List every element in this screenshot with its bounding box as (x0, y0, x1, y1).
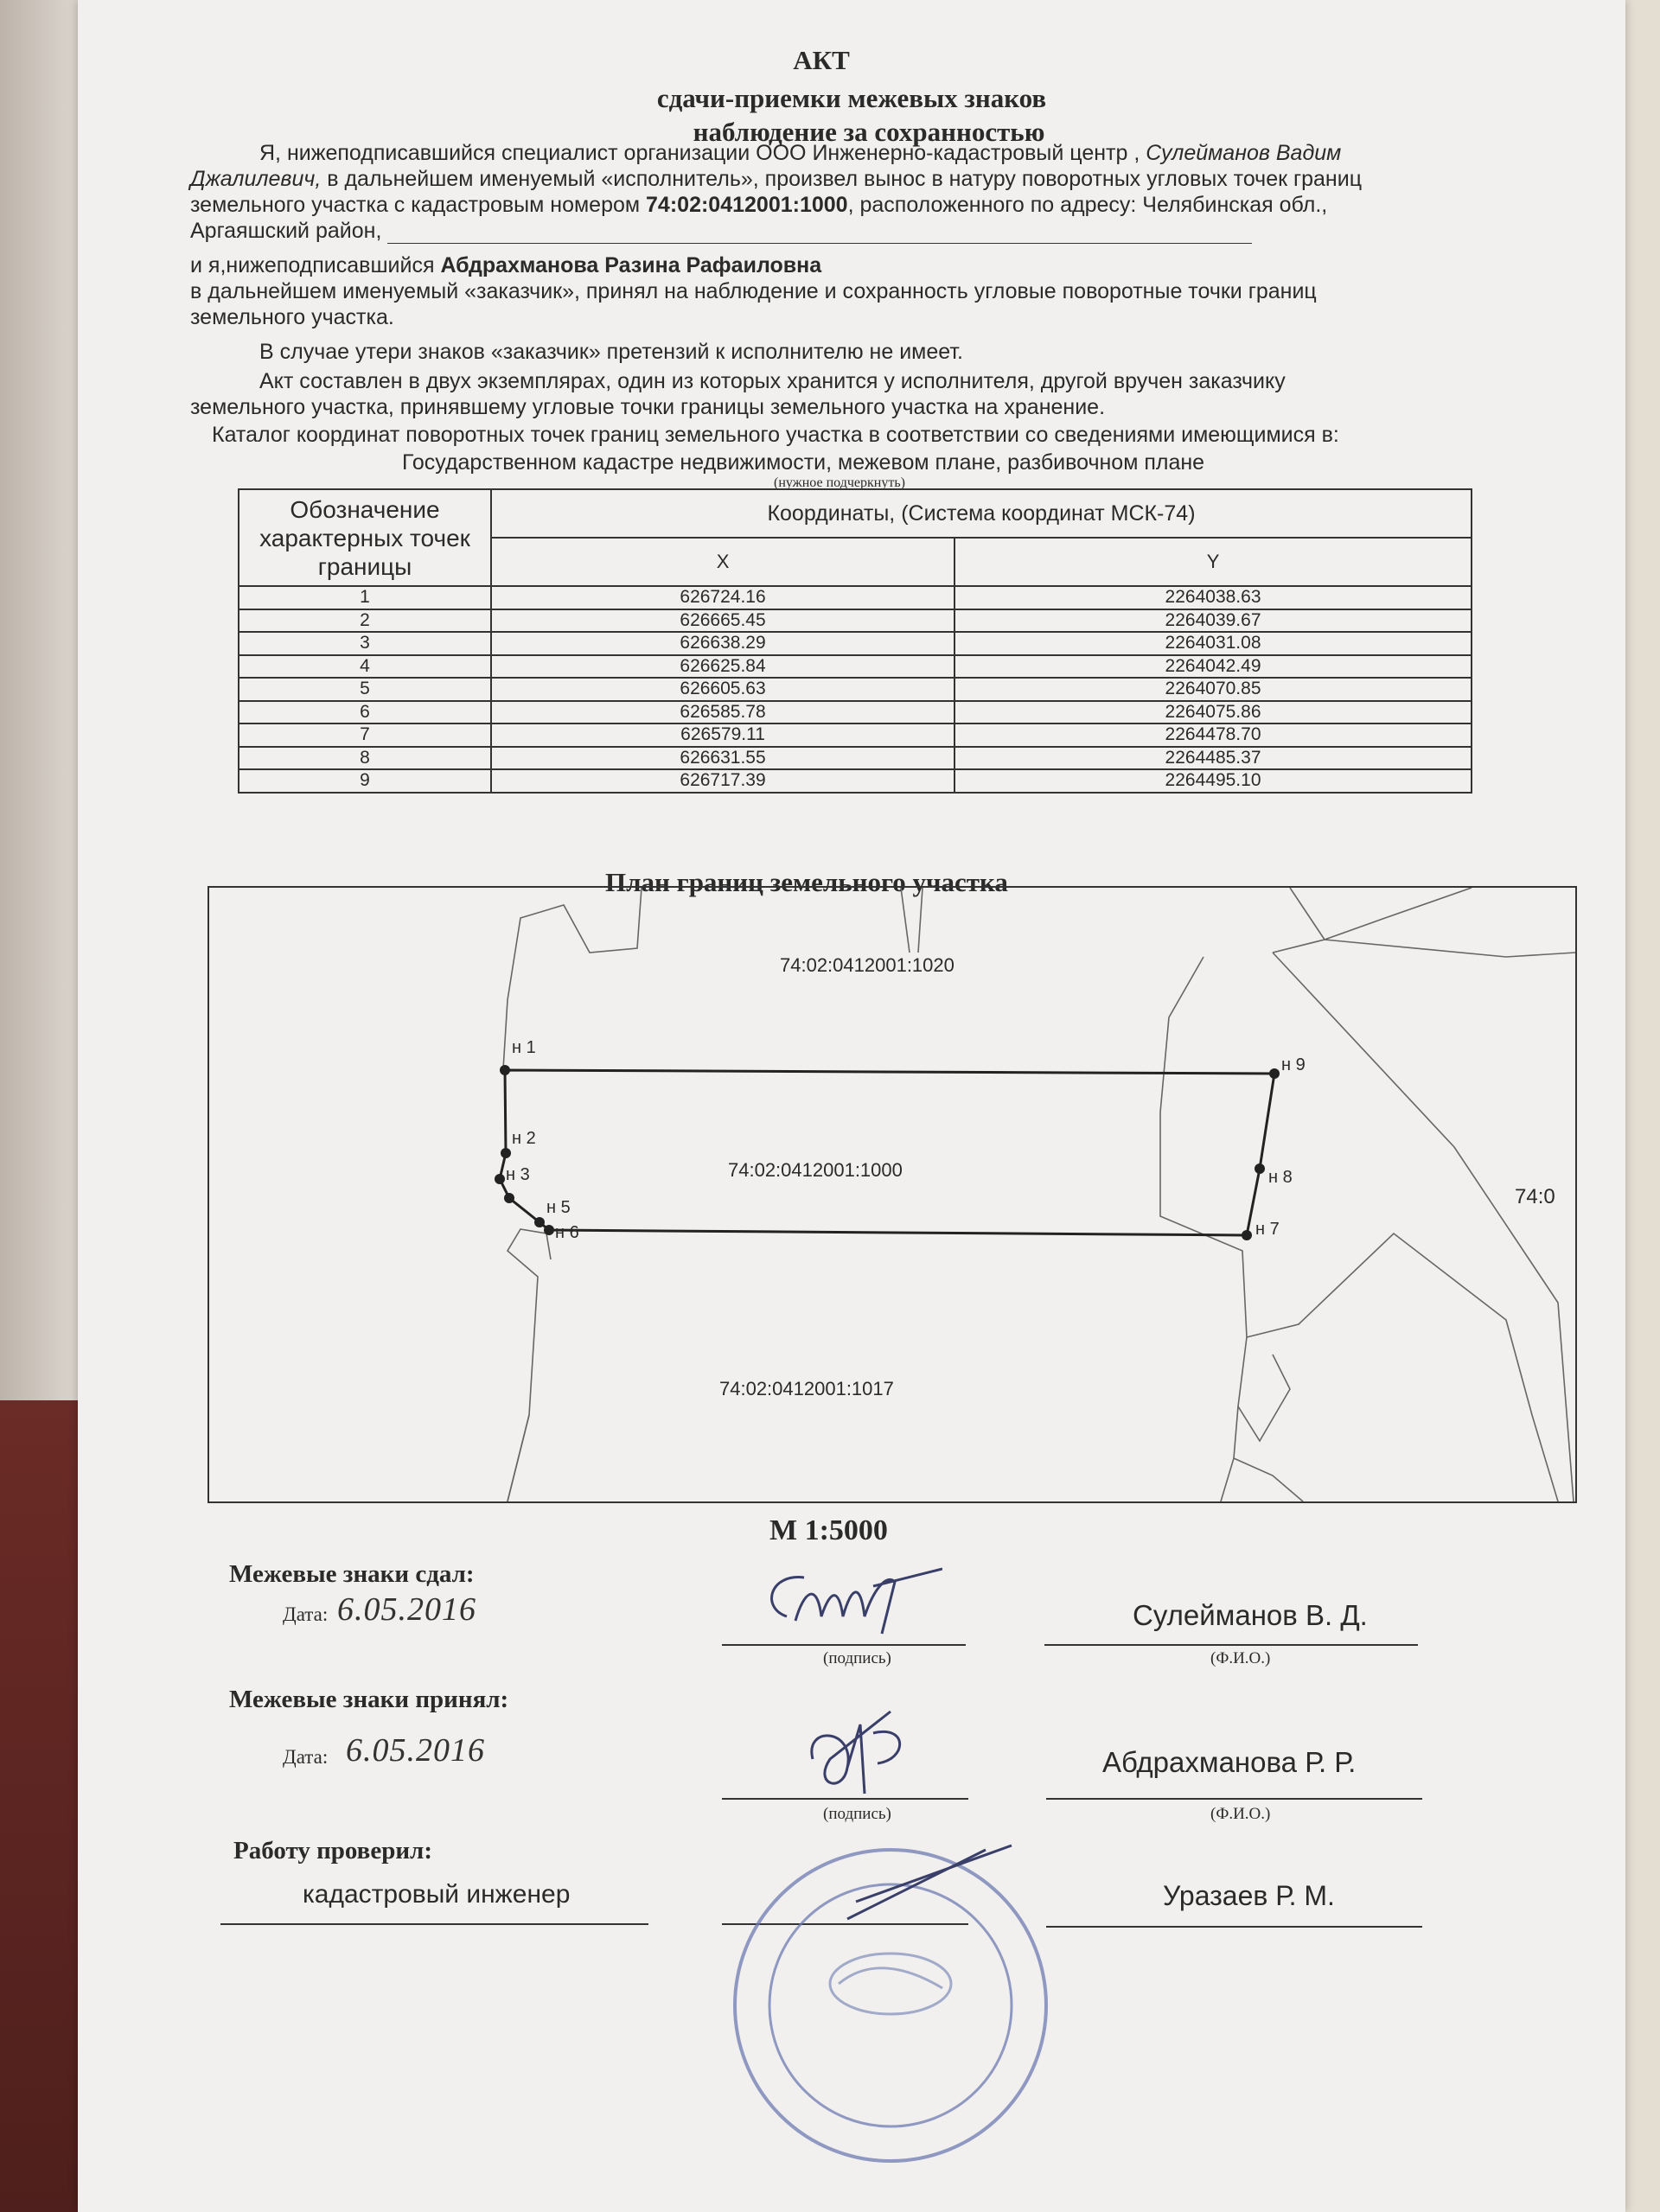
paragraph-4-line-2: земельного участка, принявшему угловые точки границы земельного участка на хранение. (190, 395, 1106, 419)
paragraph-1-line-2: Джалилевич, в дальнейшем именуемый «исполнитель», произвел вынос в натуру поворотных угловых точек границ (190, 167, 1363, 191)
checked-fio: Уразаев Р. М. (1163, 1880, 1335, 1911)
accepted-date: 6.05.2016 (346, 1732, 485, 1769)
fio-caption: (Ф.И.О.) (1210, 1805, 1271, 1823)
table-row: 4 626625.84 2264042.49 (239, 655, 1472, 679)
table-header-coordinates: Координаты, (Система координат МСК-74) (491, 489, 1472, 538)
parcel-label-north: 74:02:0412001:1020 (780, 954, 954, 976)
signature-caption: (подпись) (823, 1649, 891, 1667)
table-row: 2 626665.45 2264039.67 (239, 609, 1472, 633)
plan-title: План границ земельного участка (605, 867, 1008, 897)
table-row: 6 626585.78 2264075.86 (239, 701, 1472, 724)
point-label: н 3 (506, 1165, 530, 1184)
table-row: 1 626724.16 2264038.63 (239, 586, 1472, 609)
date-label: Дата: (283, 1746, 329, 1768)
point-label: н 2 (512, 1129, 536, 1148)
handed-signature-image (744, 1556, 942, 1651)
boundary-plan (208, 886, 1577, 1503)
plan-scale: М 1:5000 (769, 1514, 888, 1546)
doc-subtitle: сдачи-приемки межевых знаков (656, 83, 1047, 113)
parcel-label-main: 74:02:0412001:1000 (728, 1159, 903, 1181)
checked-title: Работу проверил: (233, 1837, 432, 1865)
accepted-fio-line (1046, 1798, 1422, 1800)
accepted-signature-image (795, 1707, 968, 1802)
note-underline: (нужное подчеркнуть) (774, 475, 905, 490)
paragraph-1-line-4: Аргаяшский район, (190, 218, 1252, 244)
point-label: н 6 (555, 1223, 579, 1242)
date-label: Дата: (283, 1603, 329, 1625)
fio-caption: (Ф.И.О.) (1210, 1649, 1271, 1667)
table-header-y: Y (954, 538, 1472, 586)
table-row: 7 626579.11 2264478.70 (239, 724, 1472, 747)
paragraph-4-line-1: Акт составлен в двух экземплярах, один из которых хранится у исполнителя, другой вручен заказчику (259, 369, 1286, 393)
checked-role-line (220, 1923, 648, 1925)
table-row: 5 626605.63 2264070.85 (239, 678, 1472, 701)
document-page (78, 0, 1625, 2212)
accepted-signature-line (722, 1798, 968, 1800)
point-label: н 8 (1268, 1168, 1293, 1187)
handed-date: 6.05.2016 (337, 1591, 476, 1628)
point-label: н 9 (1281, 1055, 1306, 1074)
paragraph-1-line-3: земельного участка с кадастровым номером 74:02:0412001:1000, расположенного по адресу: Челябинская обл., (190, 193, 1328, 217)
handed-fio: Сулейманов В. Д. (1133, 1599, 1368, 1631)
handed-signature-line (722, 1644, 966, 1646)
checked-role: кадастровый инженер (303, 1880, 571, 1909)
paragraph-2-line-3: земельного участка. (190, 305, 394, 329)
paragraph-3: В случае утери знаков «заказчик» претензий к исполнителю не имеет. (259, 340, 963, 364)
table-row: 9 626717.39 2264495.10 (239, 769, 1472, 793)
point-label: н 7 (1255, 1220, 1280, 1239)
doc-subtitle-2: наблюдение за сохранностью (693, 117, 1045, 147)
table-header-x: X (491, 538, 954, 586)
paragraph-5-line-1: Каталог координат поворотных точек границ земельного участка в соответствии со сведениями имеющимися в: (212, 423, 1339, 447)
accepted-title: Межевые знаки принял: (229, 1686, 509, 1713)
seal-stamp (726, 1841, 1055, 2170)
coordinates-table (238, 488, 1472, 794)
handed-title: Межевые знаки сдал: (229, 1560, 475, 1588)
plan-drawing (209, 888, 1575, 1501)
table-header-designation: Обозначение характерных точек границы (239, 489, 491, 586)
paragraph-5-line-2: Государственном кадастре недвижимости, межевом плане, разбивочном плане (402, 450, 1205, 475)
point-label: н 5 (546, 1198, 571, 1217)
customer-name: Абдрахманова Разина Рафаиловна (440, 253, 822, 277)
paragraph-2-line-2: в дальнейшем именуемый «заказчик», принял на наблюдение и сохранность угловые поворотные точки границ (190, 279, 1317, 303)
doc-title: АКТ (793, 45, 850, 75)
handed-fio-line (1044, 1644, 1418, 1646)
signature-caption: (подпись) (823, 1805, 891, 1823)
paragraph-2-line-1: и я,нижеподписавшийся Абдрахманова Разина Рафаиловна (190, 253, 822, 277)
table-row: 8 626631.55 2264485.37 (239, 747, 1472, 770)
checked-fio-line (1046, 1926, 1422, 1928)
accepted-fio: Абдрахманова Р. Р. (1102, 1746, 1357, 1778)
table-row: 3 626638.29 2264031.08 (239, 632, 1472, 655)
paragraph-1-line-1: Я, нижеподписавшийся специалист организации ООО Инженерно-кадастровый центр , Сулейманов Вадим (259, 141, 1342, 165)
point-label: н 1 (512, 1038, 536, 1057)
parcel-label-south: 74:02:0412001:1017 (719, 1378, 894, 1399)
parcel-label-east: 74:0 (1515, 1185, 1555, 1208)
